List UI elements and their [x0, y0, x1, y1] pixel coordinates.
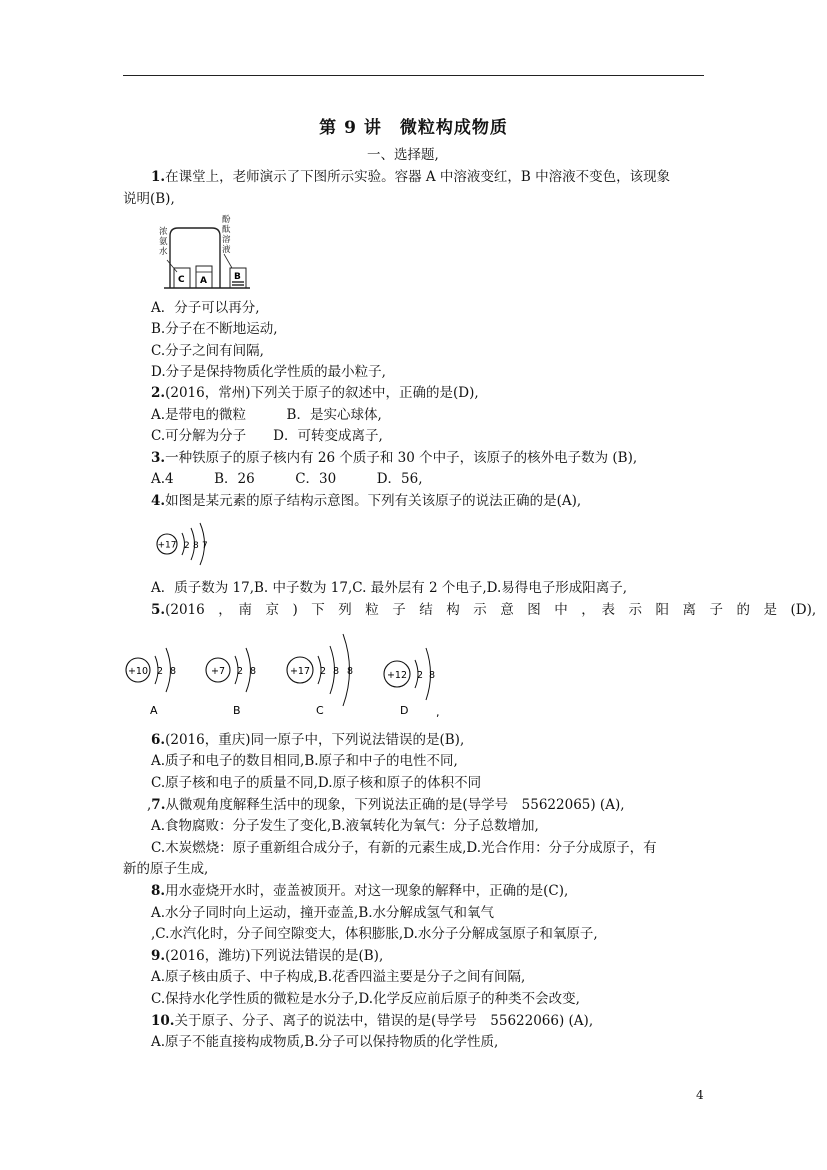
q9-options-row2: C.保持水化学性质的微粒是水分子,D.化学反应前后原子的种类不会改变,	[151, 991, 580, 1007]
q8-stem: 8.用水壶烧开水时，壶盖被顶开。对这一现象的解释中，正确的是(C),	[151, 883, 569, 899]
q8-options-row1: A.水分子同时向上运动，撞开壶盖,B.水分解成氢气和氧气	[151, 905, 495, 921]
q10-stem: 10.关于原子、分子、离子的说法中，错误的是(导学号 55622066) (A),	[151, 1013, 594, 1029]
q5-atom-d	[384, 648, 435, 717]
q5-d-nucleus: +12	[386, 670, 408, 681]
q6-stem: 6.(2016，重庆)同一原子中，下列说法错误的是(B),	[151, 732, 465, 748]
q5-d-shell-1: 2	[417, 670, 424, 681]
q1-option-b: B.分子在不断地运动,	[151, 321, 278, 337]
q4-shell-1: 2	[184, 541, 190, 551]
beaker-b-label: B	[234, 272, 241, 282]
q1-stem: 1.在课堂上，老师演示了下图所示实验。容器 A 中溶液变红，B 中溶液不变色，该现象	[151, 169, 671, 185]
q1-option-a: A．分子可以再分,	[151, 300, 260, 316]
section-heading: 一、选择题,	[367, 147, 439, 163]
beaker-a-label: A	[200, 276, 207, 286]
q1-left-label-2: 氨	[159, 237, 168, 247]
q2-options-row1: A.是带电的微粒 B．是实心球体,	[151, 407, 382, 423]
q4-atom-diagram	[152, 520, 222, 568]
q1-option-c: C.分子之间有间隔,	[151, 343, 264, 359]
q5-b-nucleus: +7	[210, 666, 226, 677]
q5-c-shell-1: 2	[320, 666, 327, 677]
q5-a-shell-2: 8	[170, 666, 177, 677]
q5-c-nucleus: +17	[289, 666, 311, 677]
q1-experiment-figure	[150, 210, 260, 294]
q7-options-row2: C.木炭燃烧：原子重新组合成分子，有新的元素生成,D.光合作用：分子分成原子，有	[151, 840, 657, 856]
q5-atom-diagrams	[120, 628, 450, 718]
q4-shell-3: 7	[202, 541, 208, 551]
q8-options-row2: ,C.水汽化时，分子间空隙变大，体积膨胀,D.水分子分解成氢原子和氧原子,	[151, 926, 598, 942]
q5-atom-a	[126, 648, 176, 717]
q5-b-shell-2: 8	[250, 666, 257, 677]
q7-options-row1: A.食物腐败：分子发生了变化,B.液氧转化为氧气：分子总数增加,	[151, 818, 539, 834]
q2-stem: 2.(2016，常州)下列关于原子的叙述中，正确的是(D),	[151, 385, 479, 401]
q6-options-row2: C.原子核和电子的质量不同,D.原子核和原子的体积不同	[151, 775, 482, 791]
q5-tail: ,	[436, 706, 440, 718]
q4-shell-2: 8	[193, 541, 199, 551]
q1-left-label-3: 水	[159, 247, 168, 257]
q7-stem: ,7.从微观角度解释生活中的现象，下列说法正确的是(导学号 55622065) (A),	[147, 797, 625, 813]
q5-c-label: C	[316, 704, 324, 717]
q5-stem: 5.(2016 ， 南 京 ) 下 列 粒 子 结 构 示 意 图 中 ， 表 示 阳 离 子 的 是 (D),	[151, 602, 817, 618]
q1-right-label-1: 酚	[222, 215, 231, 225]
q1-left-label-1: 浓	[159, 227, 168, 237]
header-rule	[123, 75, 704, 76]
q1-right-label-4: 液	[222, 245, 231, 255]
q5-a-shell-1: 2	[157, 666, 164, 677]
q5-d-shell-2: 8	[429, 670, 436, 681]
q5-a-nucleus: +10	[127, 666, 149, 677]
q1-stem-cont: 说明(B),	[123, 191, 175, 207]
q7-options-row3: 新的原子生成,	[123, 861, 209, 877]
q1-right-label-2: 酞	[222, 225, 231, 235]
q1-right-label-3: 溶	[222, 235, 231, 245]
q5-c-shell-2: 8	[333, 666, 340, 677]
q6-options-row1: A.质子和电子的数目相同,B.原子和中子的电性不同,	[151, 753, 458, 769]
q1-option-d: D.分子是保持物质化学性质的最小粒子,	[151, 364, 386, 380]
q5-a-label: A	[150, 704, 158, 717]
q3-options: A.4 B．26 C．30 D．56,	[151, 471, 423, 487]
page-title: 第 9 讲 微粒构成物质	[319, 118, 508, 138]
q3-stem: 3.一种铁原子的原子核内有 26 个质子和 30 个中子，该原子的核外电子数为 (B),	[151, 450, 638, 466]
q4-stem: 4.如图是某元素的原子结构示意图。下列有关该原子的说法正确的是(A),	[151, 493, 582, 509]
q5-b-shell-1: 2	[237, 666, 244, 677]
q9-stem: 9.(2016，潍坊)下列说法错误的是(B),	[151, 948, 384, 964]
beaker-c-label: C	[178, 275, 185, 285]
q5-c-shell-3: 8	[347, 666, 354, 677]
q5-d-label: D	[400, 704, 409, 717]
page-number: 4	[696, 1088, 704, 1102]
q9-options-row1: A.原子核由质子、中子构成,B.花香四溢主要是分子之间有间隔,	[151, 969, 526, 985]
q4-nucleus-charge: +17	[157, 540, 177, 551]
q2-options-row2: C.可分解为分子 D．可转变成离子,	[151, 428, 383, 444]
q5-b-label: B	[233, 704, 241, 717]
q4-options: A．质子数为 17,B. 中子数为 17,C. 最外层有 2 个电子,D.易得电子形成阳离子,	[151, 580, 628, 596]
q5-atom-b	[206, 648, 256, 717]
q10-options-row1: A.原子不能直接构成物质,B.分子可以保持物质的化学性质,	[151, 1034, 499, 1050]
q5-atom-c	[287, 634, 353, 717]
